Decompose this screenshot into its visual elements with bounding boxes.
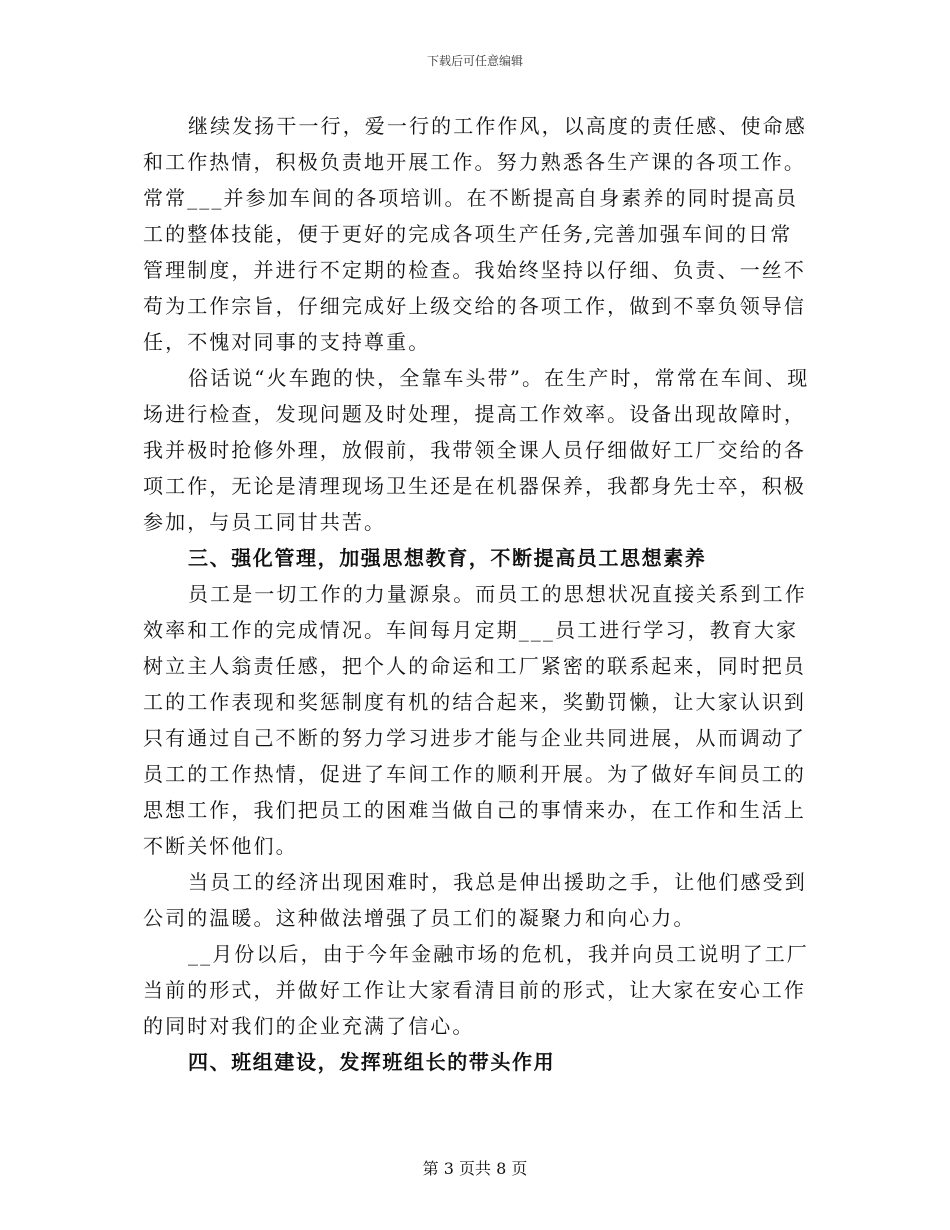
page-number: 第 3 页共 8 页	[422, 1159, 528, 1178]
section-heading-3: 三、强化管理，加强思想教育，不断提高员工思想素养	[188, 546, 707, 570]
section-heading-4: 四、班组建设，发挥班组长的带头作用	[188, 1050, 556, 1074]
paragraph-employee-education: 员工是一切工作的力量源泉。而员工的思想状况直接关系到工作效率和工作的完成情况。车间每月定期___员工进行学习，教育大家树立主人翁责任感，把个人的命运和工厂紧密的联系起来，同时把员工的工作表现和奖惩制度有机的结合起来，奖勤罚懒，让大家认识到只有通过自己不断的努力学习进步才能与企业共同进展，从而调动了员工的工作热情，促进了车间工作的顺利开展。为了做好车间员工的思想工作，我们把员工的困难当做自己的事情来办，在工作和生活上不断关怀他们。	[143, 582, 807, 858]
document-body	[143, 108, 811, 1080]
paragraph-financial-crisis: __月份以后，由于今年金融市场的危机，我并向员工说明了工厂当前的形式，并做好工作让大家看清目前的形式，让大家在安心工作的同时对我们的企业充满了信心。	[143, 942, 809, 1038]
paragraph-leading-by-example: 俗话说“火车跑的快，全靠车头带”。在生产时，常常在车间、现场进行检查，发现问题及时处理，提高工作效率。设备出现故障时，我并极时抢修外理，放假前，我带领全课人员仔细做好工厂交给的各项工作，无论是清理现场卫生还是在机器保养，我都身先士卒，积极参加，与员工同甘共苦。	[143, 366, 810, 534]
paragraph-employee-care: 当员工的经济出现困难时，我总是伸出援助之手，让他们感受到公司的温暖。这种做法增强了员工们的凝聚力和向心力。	[143, 870, 807, 930]
paragraph-work-style: 继续发扬干一行，爱一行的工作作风，以高度的责任感、使命感和工作热情，积极负责地开展工作。努力熟悉各生产课的各项工作。常常___并参加车间的各项培训。在不断提高自身素养的同时提高员工的整体技能，便于更好的完成各项生产任务,完善加强车间的日常管理制度，并进行不定期的检查。我始终坚持以仔细、负责、一丝不苟为工作宗旨，仔细完成好上级交给的各项工作，做到不辜负领导信任，不愧对同事的支持尊重。	[143, 114, 807, 354]
page-header: 下载后可任意编辑	[426, 54, 523, 68]
